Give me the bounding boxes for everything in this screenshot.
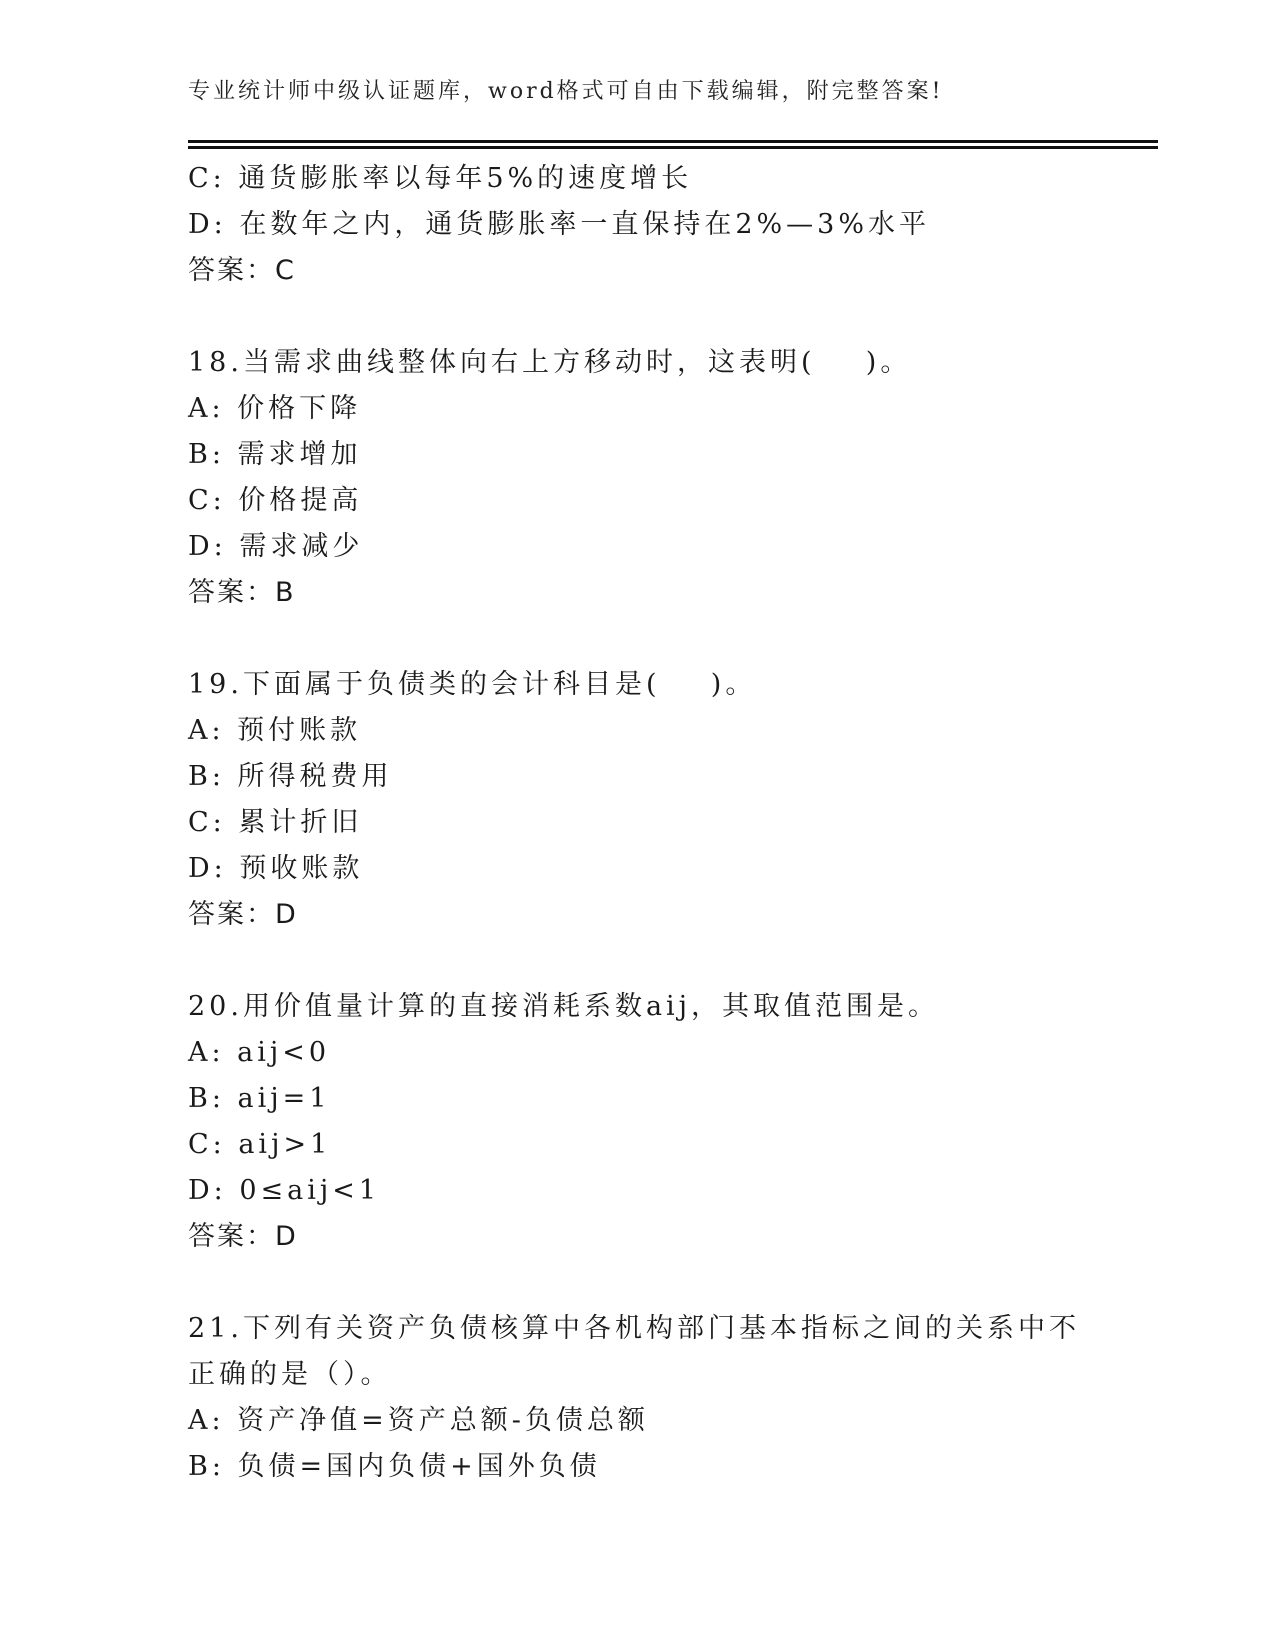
option-c: C: 通货膨胀率以每年5%的速度增长	[188, 163, 693, 194]
question-title: 19.下面属于负债类的会计科目是( )。	[188, 669, 757, 700]
option-d: D: 预收账款	[188, 853, 364, 884]
option-b: B: 负债=国内负债+国外负债	[188, 1451, 601, 1482]
option-a: A: aij<0	[188, 1037, 331, 1068]
question-content	[188, 156, 1088, 1490]
option-a: A: 价格下降	[188, 393, 362, 424]
option-b: B: aij=1	[188, 1083, 331, 1114]
answer-line: 答案：B	[188, 577, 296, 608]
header-rule-top	[188, 140, 1158, 143]
question-20	[188, 984, 1088, 1260]
question-18	[188, 340, 1088, 616]
option-c: C: 价格提高	[188, 485, 363, 516]
question-21	[188, 1306, 1088, 1490]
option-a: A: 预付账款	[188, 715, 362, 746]
option-c: C: 累计折旧	[188, 807, 363, 838]
option-c: C: aij>1	[188, 1129, 332, 1160]
answer-line: 答案：C	[188, 255, 296, 286]
option-d: D: 在数年之内，通货膨胀率一直保持在2%—3%水平	[188, 209, 930, 240]
option-a: A: 资产净值=资产总额-负债总额	[188, 1405, 649, 1436]
question-title: 20.用价值量计算的直接消耗系数aij，其取值范围是。	[188, 991, 940, 1022]
option-b: B: 需求增加	[188, 439, 362, 470]
question-19	[188, 662, 1088, 938]
document-header: 专业统计师中级认证题库，word格式可自由下载编辑，附完整答案!	[188, 79, 944, 104]
header-rule-bottom	[188, 146, 1158, 149]
option-b: B: 所得税费用	[188, 761, 393, 792]
question-title: 18.当需求曲线整体向右上方移动时，这表明( )。	[188, 347, 912, 378]
option-d: D: 需求减少	[188, 531, 364, 562]
option-d: D: 0≤aij<1	[188, 1175, 381, 1206]
answer-line: 答案：D	[188, 1221, 298, 1252]
question-title: 21.下列有关资产负债核算中各机构部门基本指标之间的关系中不正确的是（）。	[188, 1313, 1080, 1390]
answer-line: 答案：D	[188, 899, 298, 930]
